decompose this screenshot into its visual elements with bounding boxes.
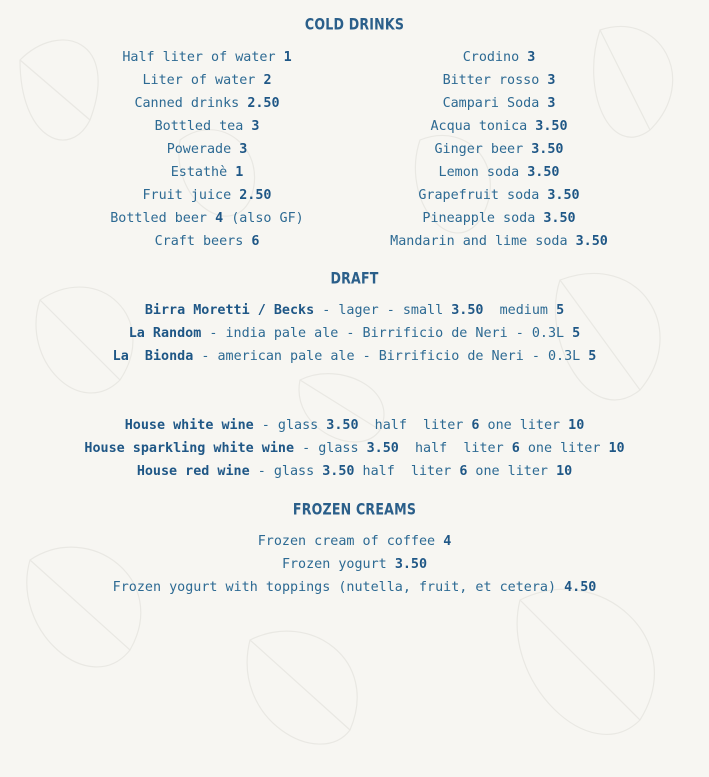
cold-drinks-left-column <box>57 46 357 253</box>
wine-list <box>0 414 709 483</box>
frozen-creams-list <box>0 530 709 599</box>
list-item: Half liter of water 1 <box>122 50 292 65</box>
list-item: Crodino 3 <box>462 50 536 65</box>
list-item: Lemon soda 3.50 <box>438 165 560 180</box>
list-item: Fruit juice 2.50 <box>142 188 272 203</box>
list-item: Canned drinks 2.50 <box>134 96 280 111</box>
list-item: Bottled beer 4 (also GF) <box>110 211 304 226</box>
list-item: Mandarin and lime soda 3.50 <box>390 234 608 249</box>
frozen-creams-title: FROZEN CREAMS <box>292 500 417 520</box>
cold-drinks-right-column <box>349 46 649 253</box>
list-item: Bitter rosso 3 <box>442 73 556 88</box>
list-item: Bottled tea 3 <box>154 119 260 134</box>
list-item: Acqua tonica 3.50 <box>430 119 568 134</box>
list-item: Frozen cream of coffee 4 <box>257 534 452 549</box>
list-item: Frozen yogurt 3.50 <box>281 557 428 572</box>
list-item: House sparkling white wine - glass 3.50 half liter 6 one liter 10 <box>84 441 625 456</box>
list-item: House red wine - glass 3.50 half liter 6 one liter 10 <box>136 464 573 479</box>
list-item: House white wine - glass 3.50 half liter 6 one liter 10 <box>124 418 585 433</box>
draft-list <box>0 299 709 368</box>
draft-title: DRAFT <box>330 269 379 289</box>
list-item: Estathè 1 <box>170 165 244 180</box>
list-item: Birra Moretti / Becks - lager - small 3.50 medium 5 <box>144 303 565 318</box>
list-item: Grapefruit soda 3.50 <box>418 188 580 203</box>
list-item: La Bionda - american pale ale - Birrificio de Neri - 0.3L 5 <box>112 349 597 364</box>
list-item: Liter of water 2 <box>142 73 272 88</box>
list-item: Powerade 3 <box>166 142 248 157</box>
list-item: La Random - india pale ale - Birrificio de Neri - 0.3L 5 <box>128 326 581 341</box>
list-item: Craft beers 6 <box>154 234 260 249</box>
list-item: Campari Soda 3 <box>442 96 556 111</box>
list-item: Pineapple soda 3.50 <box>422 211 576 226</box>
list-item: Frozen yogurt with toppings (nutella, fruit, et cetera) 4.50 <box>112 580 597 595</box>
cold-drinks-title: COLD DRINKS <box>304 15 405 35</box>
list-item: Ginger beer 3.50 <box>434 142 564 157</box>
